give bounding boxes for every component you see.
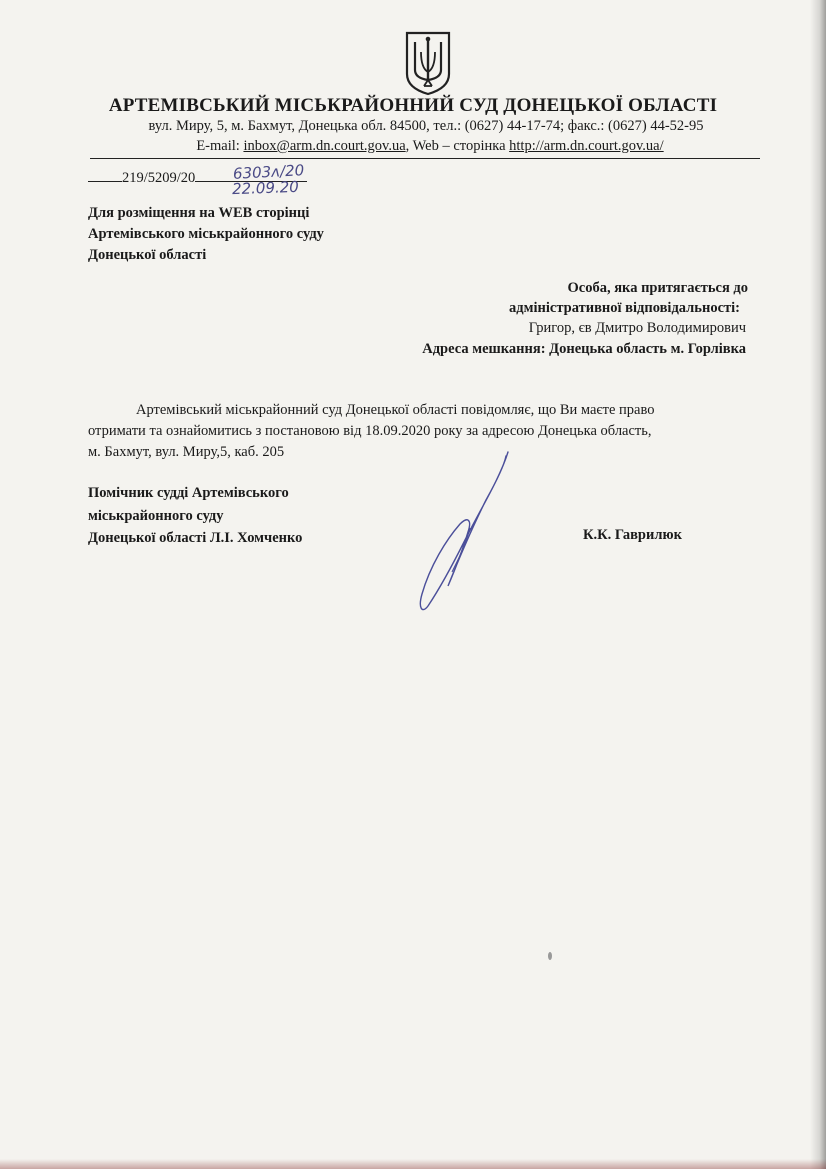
paper-speck xyxy=(548,952,552,960)
body-line-1: Артемівський міськрайонний суд Донецької області повідомляє, що Ви маєте право xyxy=(136,402,655,418)
recipient-line-1: Особа, яка притягається до xyxy=(567,280,748,296)
judge-name: К.К. Гаврилюк xyxy=(583,527,682,543)
handwritten-number: 6303ᴧ/20 xyxy=(232,161,305,183)
web-prefix: , Web – сторінка xyxy=(405,138,510,154)
contact-line xyxy=(0,138,826,155)
header-rule xyxy=(90,158,760,159)
web-link[interactable]: http://arm.dn.court.gov.ua/ xyxy=(509,138,664,154)
recipient-address: Адреса мешкання: Донецька область м. Горлівка xyxy=(422,341,746,357)
court-name: АРТЕМІВСЬКИЙ МІСЬКРАЙОННИЙ СУД ДОНЕЦЬКОЇ ОБЛАСТІ xyxy=(108,95,718,116)
reference-number: 219/5209/20 xyxy=(122,170,196,186)
addressee-line-2: Артемівського міськрайонного суду xyxy=(88,226,324,242)
recipient-name: Григор, єв Дмитро Володимирович xyxy=(528,320,746,336)
signatory-line-2: міськрайонного суду xyxy=(88,508,224,524)
recipient-line-2: адміністративної відповідальності: xyxy=(509,300,740,316)
handwritten-date: 22.09.20 xyxy=(231,177,300,199)
body-line-2: отримати та ознайомитись з постановою від 18.09.2020 року за адресою Донецька область, xyxy=(88,423,652,439)
handwritten-signature xyxy=(410,448,530,618)
signatory-line-3: Донецької області Л.І. Хомченко xyxy=(88,530,303,546)
court-address: вул. Миру, 5, м. Бахмут, Донецька обл. 84500, тел.: (0627) 44-17-74; факс.: (0627) 44-52-95 xyxy=(148,118,704,134)
addressee-line-3: Донецької області xyxy=(88,247,207,263)
trident-emblem-icon xyxy=(403,30,453,96)
body-line-3: м. Бахмут, вул. Миру,5, каб. 205 xyxy=(88,444,285,460)
scan-edge-right xyxy=(810,0,826,1169)
scan-edge-bottom xyxy=(0,1159,826,1169)
email-prefix: E-mail: xyxy=(196,138,244,154)
signatory-line-1: Помічник судді Артемівського xyxy=(88,485,289,501)
email-link[interactable]: inbox@arm.dn.court.gov.ua xyxy=(243,138,406,154)
addressee-line-1: Для розміщення на WEB сторінці xyxy=(88,205,310,221)
reference-blank xyxy=(88,170,122,182)
